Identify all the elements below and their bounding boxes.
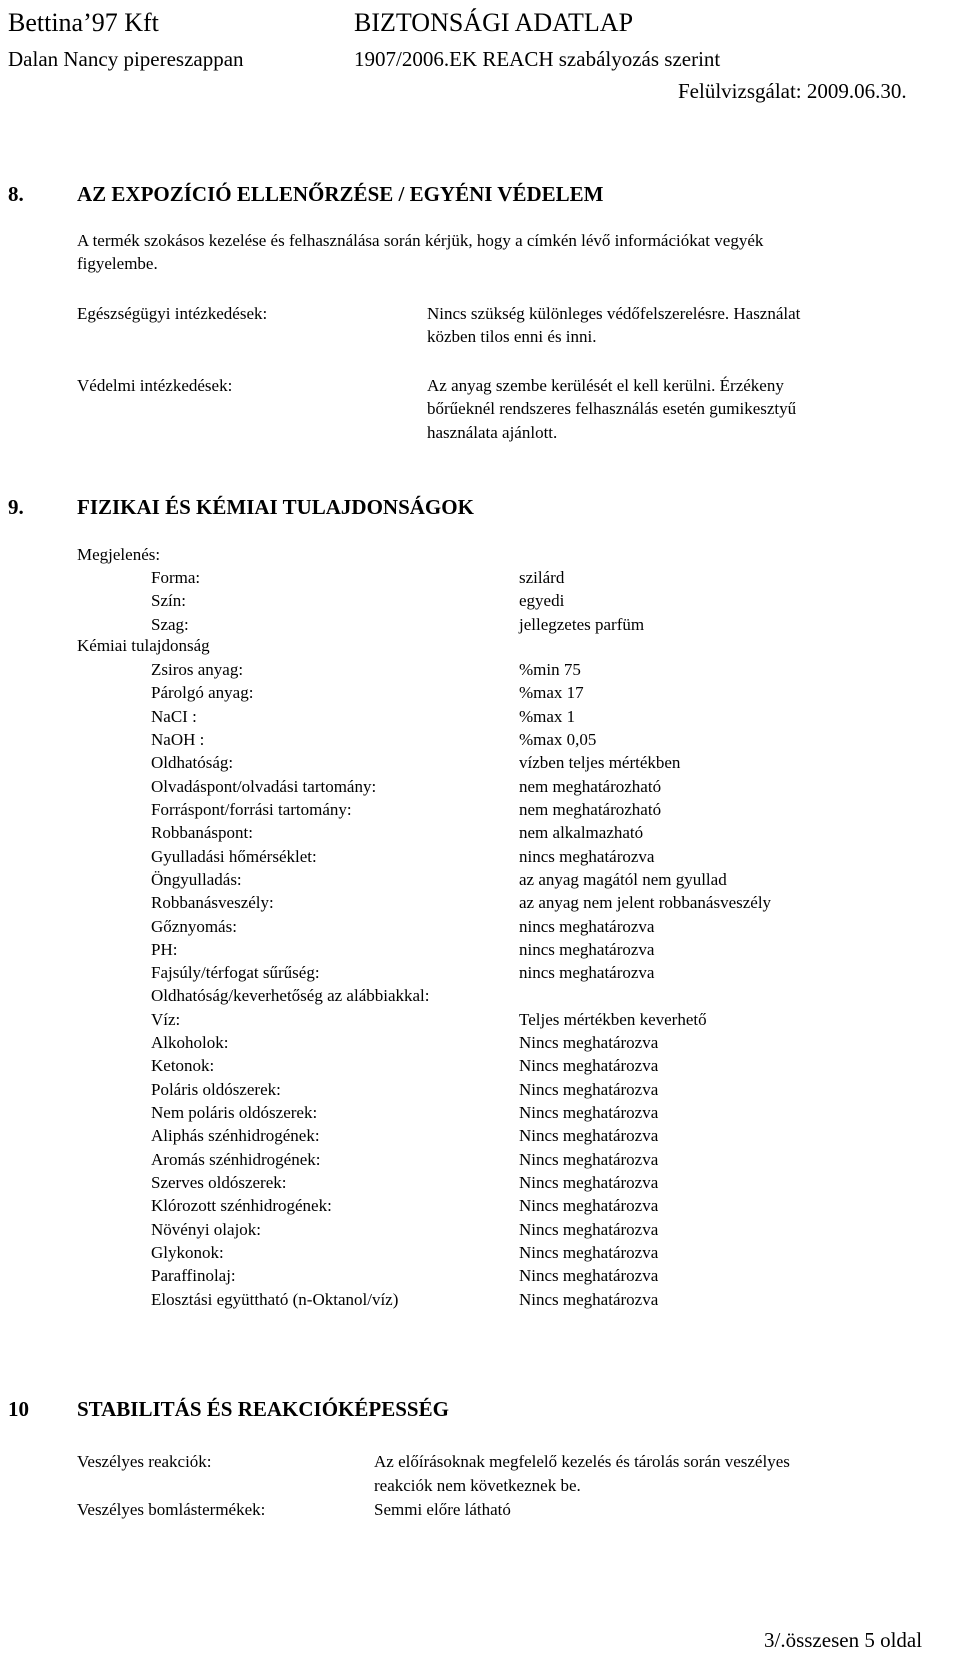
property-row-value: %max 17 <box>519 683 584 703</box>
section9-title: FIZIKAI ÉS KÉMIAI TULAJDONSÁGOK <box>77 495 474 519</box>
section8-title: AZ EXPOZÍCIÓ ELLENŐRZÉSE / EGYÉNI VÉDELEM <box>77 182 604 206</box>
document-title: BIZTONSÁGI ADATLAP <box>354 8 634 37</box>
appearance-row-value: szilárd <box>519 568 565 587</box>
section10-number: 10 <box>8 1397 29 1421</box>
section10-decomposition-value: Semmi előre látható <box>374 1500 511 1519</box>
property-row-value: Nincs meghatározva <box>519 1126 659 1146</box>
property-row-label: Növényi olajok: <box>151 1219 262 1239</box>
property-row-value: nem meghatározható <box>519 799 662 819</box>
appearance-row-label: Szag: <box>151 614 189 634</box>
appearance-row-value: egyedi <box>519 591 565 611</box>
appearance-heading: Megjelenés: <box>77 545 161 564</box>
section8-number: 8. <box>8 182 24 206</box>
appearance-row-value: jellegzetes parfüm <box>519 614 645 634</box>
property-row-value: az anyag magától nem gyullad <box>519 869 727 889</box>
property-row-label: Párolgó anyag: <box>151 683 254 703</box>
property-row-value: nincs meghatározva <box>519 963 655 983</box>
property-row-value: nincs meghatározva <box>519 916 655 936</box>
property-row-value: Nincs meghatározva <box>519 1103 659 1123</box>
property-row-value: Nincs meghatározva <box>519 1033 659 1053</box>
property-row-label: Szerves oldószerek: <box>151 1173 287 1193</box>
property-row-value: Nincs meghatározva <box>519 1173 659 1193</box>
regulation-text: 1907/2006.EK REACH szabályozás szerint <box>354 47 721 71</box>
property-row-label: Öngyulladás: <box>151 869 242 889</box>
property-row-value: Nincs meghatározva <box>519 1289 659 1309</box>
property-row-label: Robbanáspont: <box>151 823 253 843</box>
property-row-label: Zsiros anyag: <box>151 660 244 679</box>
property-row-value: %max 0,05 <box>519 729 597 749</box>
property-row-value: Nincs meghatározva <box>519 1266 659 1286</box>
appearance-row-label: Forma: <box>151 568 201 587</box>
property-row-label: Olvadáspont/olvadási tartomány: <box>151 776 377 796</box>
property-row-label: Elosztási együttható (n-Oktanol/víz) <box>151 1289 399 1309</box>
property-row-label: Ketonok: <box>151 1056 215 1076</box>
appearance-row-label: Szín: <box>151 591 186 611</box>
section8-health-value-line2: közben tilos enni és inni. <box>427 327 597 346</box>
property-row-label: NaOH : <box>151 729 205 749</box>
property-row-label: Glykonok: <box>151 1243 224 1262</box>
property-row-value: nincs meghatározva <box>519 846 655 866</box>
property-row-value: nincs meghatározva <box>519 939 655 959</box>
property-row-label: Robbanásveszély: <box>151 893 274 913</box>
property-row-label: Forráspont/forrási tartomány: <box>151 799 352 819</box>
section8-intro-line1: A termék szokásos kezelése és felhasználása során kérjük, hogy a címkén lévő információkat vegyék <box>77 231 764 250</box>
property-row-label: Víz: <box>151 1009 181 1029</box>
section8-protective-value-line2: bőrűeknél rendszeres felhasználás esetén gumikesztyű <box>427 399 797 418</box>
section8-protective-label: Védelmi intézkedések: <box>77 376 233 395</box>
property-row-label: Nem poláris oldószerek: <box>151 1103 318 1123</box>
property-row-value: Nincs meghatározva <box>519 1056 659 1076</box>
section8-health-label: Egészségügyi intézkedések: <box>77 304 268 323</box>
property-row-label: Oldhatóság/keverhetőség az alábbiakkal: <box>151 986 430 1006</box>
revision-date: Felülvizsgálat: 2009.06.30. <box>678 79 907 103</box>
property-row-label: Poláris oldószerek: <box>151 1079 281 1099</box>
section8-intro-line2: figyelembe. <box>77 254 158 273</box>
section10-decomposition-label: Veszélyes bomlástermékek: <box>77 1500 266 1519</box>
property-row-value: Nincs meghatározva <box>519 1079 659 1099</box>
property-row-label: Gyulladási hőmérséklet: <box>151 846 317 866</box>
property-row-label: Gőznyomás: <box>151 916 237 936</box>
property-row-label: Klórozott szénhidrogének: <box>151 1196 332 1216</box>
property-row-label: Oldhatóság: <box>151 753 234 773</box>
property-row-label: Fajsúly/térfogat sűrűség: <box>151 963 320 983</box>
section8-health-value-line1: Nincs szükség különleges védőfelszerelésre. Használat <box>427 304 801 323</box>
property-row-label: Alkoholok: <box>151 1033 229 1053</box>
section8-protective-value-line3: használata ajánlott. <box>427 423 558 442</box>
property-row-label: NaCI : <box>151 706 197 726</box>
property-row-label: PH: <box>151 939 178 959</box>
property-row-value: Nincs meghatározva <box>519 1219 659 1239</box>
property-row-value: Nincs meghatározva <box>519 1149 659 1169</box>
product-name: Dalan Nancy pipereszappan <box>8 47 244 71</box>
property-row-label: Aliphás szénhidrogének: <box>151 1126 320 1146</box>
section9-number: 9. <box>8 495 24 519</box>
property-row-label: Aromás szénhidrogének: <box>151 1149 321 1169</box>
property-row-value: Nincs meghatározva <box>519 1243 659 1262</box>
section10-title: STABILITÁS ÉS REAKCIÓKÉPESSÉG <box>77 1397 449 1421</box>
section8-protective-value-line1: Az anyag szembe kerülését el kell kerülni. Érzékeny <box>427 376 784 395</box>
property-row-value: Teljes mértékben keverhető <box>519 1009 707 1029</box>
property-row-label: Paraffinolaj: <box>151 1266 236 1286</box>
chemical-heading: Kémiai tulajdonság <box>77 636 210 655</box>
property-row-value: nem alkalmazható <box>519 823 644 843</box>
section10-reactions-value-line2: reakciók nem következnek be. <box>374 1476 581 1495</box>
company-name: Bettina’97 Kft <box>8 8 159 37</box>
property-row-value: %min 75 <box>519 660 581 679</box>
property-row-value: nem meghatározható <box>519 776 662 796</box>
property-row-value: az anyag nem jelent robbanásveszély <box>519 893 772 913</box>
property-row-value: Nincs meghatározva <box>519 1196 659 1216</box>
section10-reactions-value-line1: Az előírásoknak megfelelő kezelés és tárolás során veszélyes <box>374 1452 790 1471</box>
section10-reactions-label: Veszélyes reakciók: <box>77 1452 212 1471</box>
property-row-value: %max 1 <box>519 706 576 726</box>
property-row-value: vízben teljes mértékben <box>519 753 681 773</box>
page-number: 3/.összesen 5 oldal <box>764 1628 923 1652</box>
